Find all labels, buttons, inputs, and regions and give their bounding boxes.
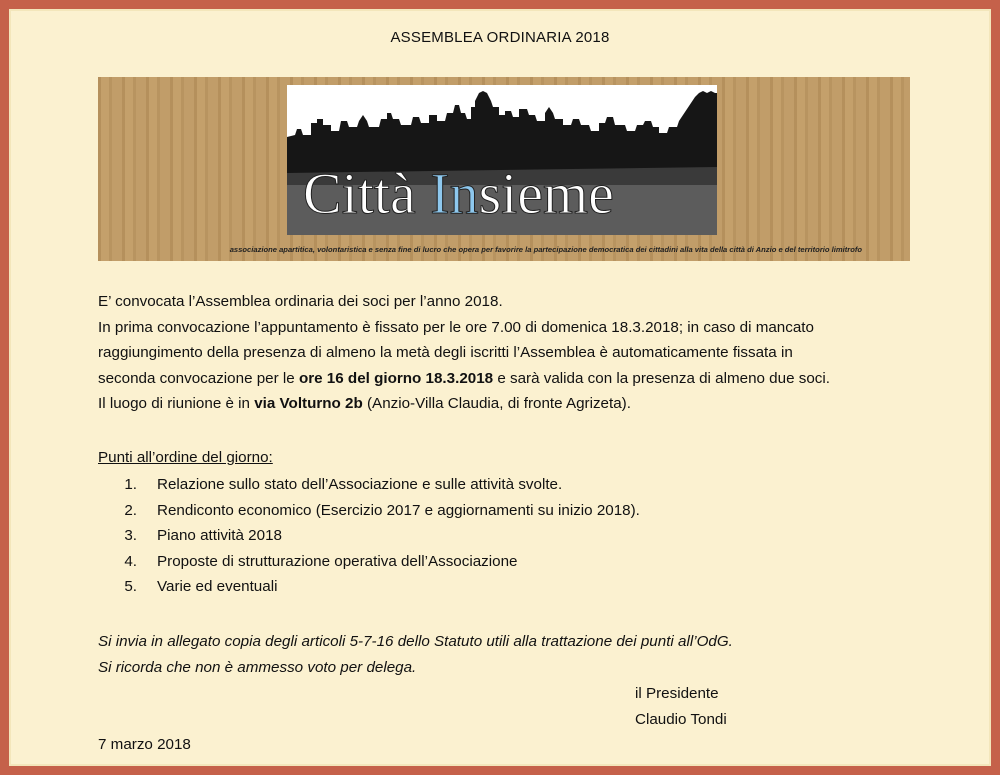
note-line: Si invia in allegato copia degli articoli 5-7-16 dello Statuto utili alla trattazione dei punti all’OdG. bbox=[98, 633, 733, 650]
document-title: ASSEMBLEA ORDINARIA 2018 bbox=[390, 29, 610, 46]
signature bbox=[635, 681, 727, 732]
agenda-item: 5. Varie ed eventuali bbox=[124, 578, 278, 595]
agenda-item: 1. Relazione sullo stato dell’Associazione e sulle attività svolte. bbox=[124, 476, 563, 493]
body-line: E’ convocata l’Assemblea ordinaria dei soci per l’anno 2018. bbox=[98, 293, 503, 310]
note-line: Si ricorda che non è ammesso voto per delega. bbox=[98, 658, 417, 676]
logo-text: Città Insieme bbox=[303, 161, 614, 226]
signature-name: Claudio Tondi bbox=[635, 710, 727, 728]
notes bbox=[98, 629, 733, 680]
banner bbox=[98, 77, 910, 261]
banner-tagline: associazione apartitica, volontaristica e senza fine di lucro che opera per favorire la partecipazione democratica dei cittadini alla vita della città di Anzio e del territorio limitrofo bbox=[229, 245, 862, 254]
agenda-item: 3. Piano attività 2018 bbox=[124, 527, 282, 544]
body-line: In prima convocazione l’appuntamento è fissato per le ore 7.00 di domenica 18.3.2018; in caso di mancato bbox=[98, 318, 814, 336]
document-date: 7 marzo 2018 bbox=[98, 736, 191, 753]
meeting-time: ore 16 del giorno 18.3.2018 bbox=[298, 369, 494, 387]
convocation-text bbox=[98, 289, 938, 417]
body-line: Il luogo di riunione è in via Volturno 2b (Anzio-Villa Claudia, di fronte Agrizeta). bbox=[98, 395, 631, 412]
signature-role: il Presidente bbox=[635, 685, 719, 702]
agenda-item: 2. Rendiconto economico (Esercizio 2017 e aggiornamenti su inizio 2018). bbox=[124, 501, 640, 519]
agenda-item: 4. Proposte di strutturazione operativa dell’Associazione bbox=[124, 552, 518, 570]
meeting-address: via Volturno 2b bbox=[254, 395, 363, 412]
body-line: raggiungimento della presenza di almeno la metà degli iscritti l’Assemblea è automaticamente fissata in bbox=[98, 344, 793, 361]
citta-insieme-logo bbox=[287, 85, 717, 235]
agenda-list bbox=[98, 472, 640, 600]
agenda-title: Punti all’ordine del giorno: bbox=[98, 449, 273, 466]
document-page bbox=[9, 9, 991, 766]
body-line: seconda convocazione per le ore 16 del giorno 18.3.2018 e sarà valida con la presenza di almeno due soci. bbox=[98, 369, 830, 387]
